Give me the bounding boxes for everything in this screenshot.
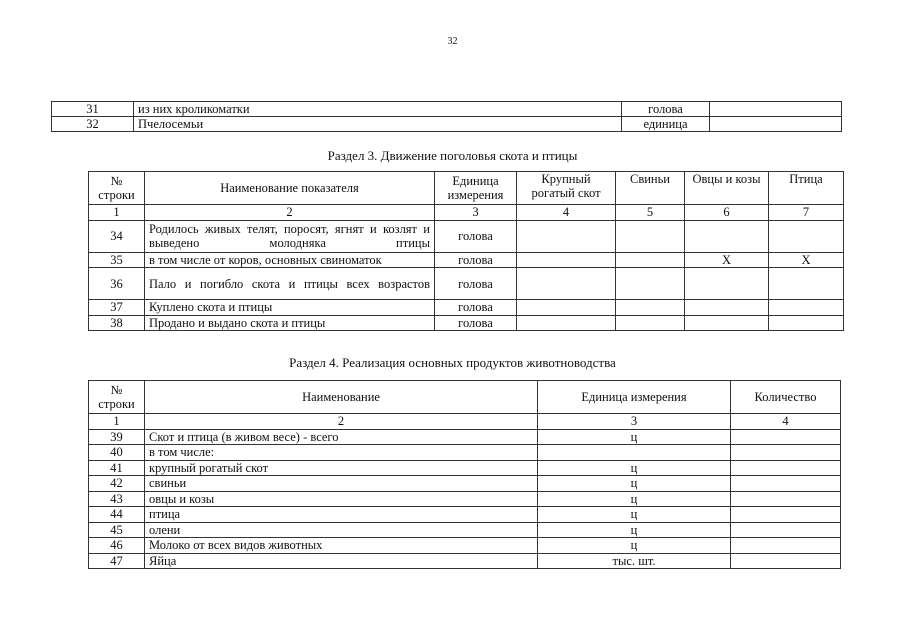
row-unit: голова	[435, 300, 517, 316]
row-unit: ц	[538, 476, 731, 492]
column-number: 7	[769, 205, 844, 221]
table-row	[89, 522, 841, 538]
column-number: 6	[685, 205, 769, 221]
table-row	[52, 102, 842, 117]
column-number: 1	[89, 205, 145, 221]
row-number: 39	[89, 429, 145, 445]
column-number: 5	[616, 205, 685, 221]
sheep-goats-cell[interactable]	[685, 268, 769, 300]
header-quantity: Количество	[731, 381, 841, 414]
row-unit: голова	[435, 315, 517, 331]
column-number: 3	[538, 414, 731, 430]
row-name: Пало и погибло скота и птицы всех возрастов	[145, 268, 435, 300]
row-number: 34	[89, 220, 145, 252]
section-3-title: Раздел 3. Движение поголовья скота и птицы	[327, 148, 578, 163]
header-indicator-name: Наименование показателя	[145, 172, 435, 205]
row-number: 37	[89, 300, 145, 316]
row-name: Молоко от всех видов животных	[145, 538, 538, 554]
column-number-row	[89, 205, 844, 221]
header-unit: Единица измерения	[538, 381, 731, 414]
header-poultry: Птица	[769, 172, 844, 205]
header-row	[89, 172, 844, 205]
row-name: Куплено скота и птицы	[145, 300, 435, 316]
row-name: свиньи	[145, 476, 538, 492]
quantity-cell[interactable]	[731, 491, 841, 507]
cattle-cell[interactable]	[517, 315, 616, 331]
table-row	[89, 476, 841, 492]
table-row	[89, 429, 841, 445]
row-number: 45	[89, 522, 145, 538]
cattle-cell[interactable]	[517, 300, 616, 316]
row-name: крупный рогатый скот	[145, 460, 538, 476]
product-sales-table	[88, 380, 841, 569]
column-number: 3	[435, 205, 517, 221]
row-name: в том числе:	[145, 445, 538, 461]
pigs-cell[interactable]	[616, 315, 685, 331]
row-number: 46	[89, 538, 145, 554]
table-row	[89, 553, 841, 569]
row-number: 38	[89, 315, 145, 331]
column-number: 4	[517, 205, 616, 221]
column-number: 2	[145, 414, 538, 430]
header-pigs: Свиньи	[616, 172, 685, 205]
sheep-goats-cell[interactable]	[685, 315, 769, 331]
row-number: 47	[89, 553, 145, 569]
row-name: овцы и козы	[145, 491, 538, 507]
pigs-cell[interactable]	[616, 268, 685, 300]
table-row	[89, 460, 841, 476]
row-number: 35	[89, 252, 145, 268]
row-unit: тыс. шт.	[538, 553, 731, 569]
poultry-cell[interactable]	[769, 220, 844, 252]
table-row	[89, 220, 844, 252]
table-row	[89, 268, 844, 300]
poultry-cell: Х	[769, 252, 844, 268]
sheep-goats-cell: Х	[685, 252, 769, 268]
header-sheep-goats: Овцы и козы	[685, 172, 769, 205]
sheep-goats-cell[interactable]	[685, 300, 769, 316]
page-number: 32	[447, 36, 458, 47]
row-number: 40	[89, 445, 145, 461]
cattle-cell[interactable]	[517, 220, 616, 252]
row-number: 44	[89, 507, 145, 523]
pigs-cell[interactable]	[616, 300, 685, 316]
pigs-cell[interactable]	[616, 252, 685, 268]
row-name: из них кроликоматки	[134, 102, 622, 117]
row-unit: ц	[538, 460, 731, 476]
table-row	[89, 491, 841, 507]
row-number: 32	[52, 117, 134, 132]
header-row-number: № строки	[89, 172, 145, 205]
cattle-cell[interactable]	[517, 268, 616, 300]
quantity-cell[interactable]	[731, 553, 841, 569]
table-row	[89, 300, 844, 316]
row-unit: голова	[435, 220, 517, 252]
livestock-movement-table	[88, 171, 844, 331]
row-name: олени	[145, 522, 538, 538]
table-row	[89, 315, 844, 331]
header-cattle: Крупный рогатый скот	[517, 172, 616, 205]
sheep-goats-cell[interactable]	[685, 220, 769, 252]
header-row	[89, 381, 841, 414]
row-number: 41	[89, 460, 145, 476]
row-name: птица	[145, 507, 538, 523]
row-unit: ц	[538, 429, 731, 445]
row-name: Скот и птица (в живом весе) - всего	[145, 429, 538, 445]
row-unit: ц	[538, 538, 731, 554]
column-number: 2	[145, 205, 435, 221]
row-number: 31	[52, 102, 134, 117]
poultry-cell[interactable]	[769, 315, 844, 331]
row-unit: единица	[622, 117, 710, 132]
header-name: Наименование	[145, 381, 538, 414]
header-unit: Единица измерения	[435, 172, 517, 205]
column-number: 4	[731, 414, 841, 430]
row-unit: голова	[435, 252, 517, 268]
quantity-cell[interactable]	[731, 476, 841, 492]
quantity-cell[interactable]	[731, 460, 841, 476]
section-4-title: Раздел 4. Реализация основных продуктов животноводства	[289, 355, 616, 370]
header-row-number: № строки	[89, 381, 145, 414]
poultry-cell[interactable]	[769, 268, 844, 300]
table-row	[89, 538, 841, 554]
livestock-continuation-table	[51, 101, 842, 132]
table-row	[89, 445, 841, 461]
column-number: 1	[89, 414, 145, 430]
row-unit: голова	[435, 268, 517, 300]
quantity-cell[interactable]	[731, 538, 841, 554]
quantity-cell[interactable]	[731, 429, 841, 445]
row-unit: ц	[538, 507, 731, 523]
row-name: Продано и выдано скота и птицы	[145, 315, 435, 331]
pigs-cell[interactable]	[616, 220, 685, 252]
row-unit: ц	[538, 522, 731, 538]
table-row	[52, 117, 842, 132]
row-unit: голова	[622, 102, 710, 117]
column-number-row	[89, 414, 841, 430]
row-name: в том числе от коров, основных свиноматок	[145, 252, 435, 268]
value-cell[interactable]	[710, 102, 842, 117]
row-unit: ц	[538, 491, 731, 507]
row-number: 42	[89, 476, 145, 492]
cattle-cell[interactable]	[517, 252, 616, 268]
row-unit	[538, 445, 731, 461]
quantity-cell[interactable]	[731, 445, 841, 461]
row-name: Родилось живых телят, поросят, ягнят и козлят и выведено молодняка птицы	[145, 220, 435, 252]
table-row	[89, 252, 844, 268]
value-cell[interactable]	[710, 117, 842, 132]
row-number: 36	[89, 268, 145, 300]
quantity-cell[interactable]	[731, 522, 841, 538]
poultry-cell[interactable]	[769, 300, 844, 316]
table-row	[89, 507, 841, 523]
quantity-cell[interactable]	[731, 507, 841, 523]
row-name: Яйца	[145, 553, 538, 569]
row-name: Пчелосемьи	[134, 117, 622, 132]
row-number: 43	[89, 491, 145, 507]
